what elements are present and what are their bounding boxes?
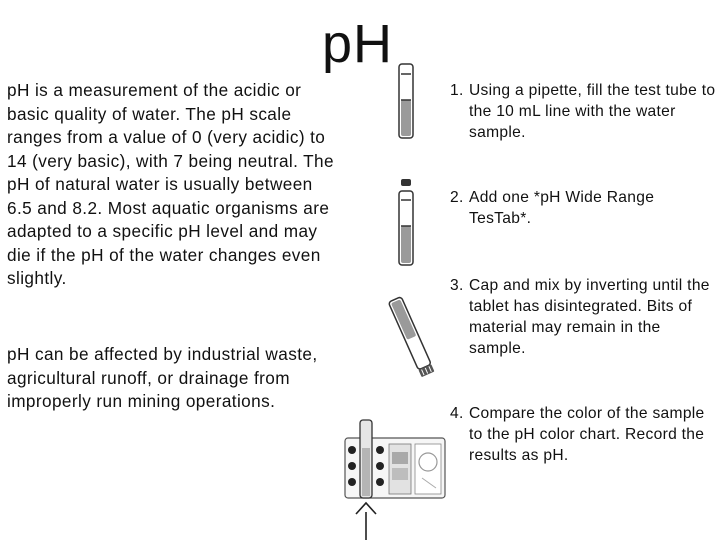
step-3-text: Cap and mix by inverting until the tablet has disintegrated. Bits of material may remain in the sample. [469, 277, 710, 357]
step-4 [450, 403, 718, 466]
test-tube-fill-illustration [399, 64, 413, 138]
page-title: pH [322, 14, 394, 74]
intro-paragraph-1: pH is a measurement of the acidic or basic quality of water. The pH scale ranges from a value of 0 (very acidic) to 14 (very basic), with 7 being neutral. The pH of natural water is usually between 6.5 and 8.2. Most aquatic organisms are adapted to a specific pH level and may die if the pH of the water changes even slightly. [7, 80, 334, 288]
step-1-number: 1. [450, 82, 464, 99]
step-2 [450, 187, 718, 229]
intro-paragraph-2: pH can be affected by industrial waste, agricultural runoff, or drainage from improperly run mining operations. [7, 344, 318, 411]
step-1-text: Using a pipette, fill the test tube to the 10 mL line with the water sample. [469, 82, 716, 141]
step-3 [450, 275, 718, 359]
step-3-number: 3. [450, 277, 464, 294]
step-2-text: Add one *pH Wide Range TesTab*. [469, 189, 655, 227]
color-chart-illustration [345, 420, 445, 540]
step-4-text: Compare the color of the sample to the pH color chart. Record the results as pH. [469, 405, 705, 464]
step-2-number: 2. [450, 189, 464, 206]
step-1 [450, 80, 718, 143]
inverted-tube-illustration [388, 297, 434, 378]
tablet-added-tube-illustration [399, 179, 413, 265]
step-4-number: 4. [450, 405, 464, 422]
